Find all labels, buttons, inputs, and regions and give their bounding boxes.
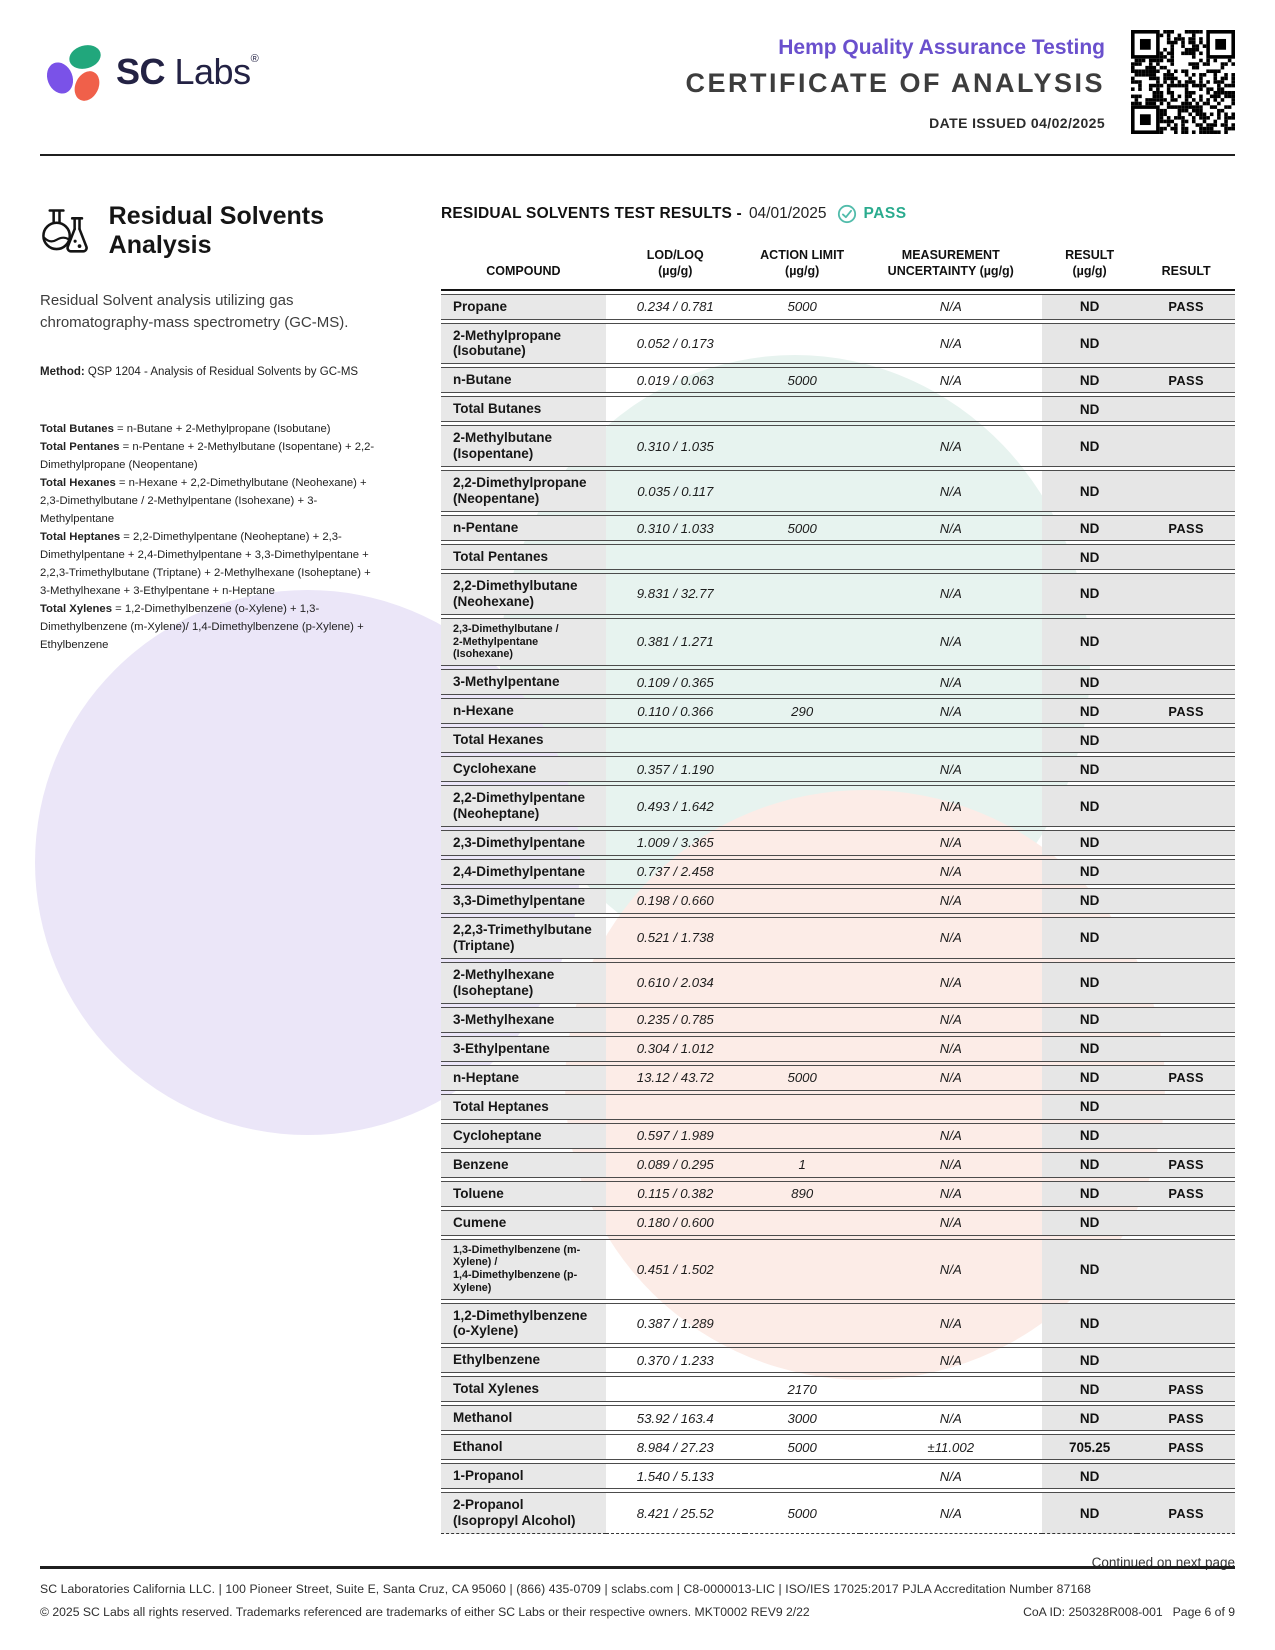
result-status-cell xyxy=(1137,396,1235,422)
action-limit-cell: 290 xyxy=(745,698,860,724)
result-value-cell: ND xyxy=(1042,859,1137,885)
result-status-cell xyxy=(1137,917,1235,959)
action-limit-cell xyxy=(745,396,860,422)
lod-loq-cell xyxy=(606,396,745,422)
qr-code xyxy=(1131,26,1235,138)
table-row xyxy=(441,1181,1235,1207)
table-row xyxy=(441,1036,1235,1062)
table-row xyxy=(441,669,1235,695)
result-status-cell xyxy=(1137,830,1235,856)
uncertainty-cell: N/A xyxy=(860,1036,1042,1062)
uncertainty-cell: N/A xyxy=(860,515,1042,541)
table-row xyxy=(441,756,1235,782)
action-limit-cell: 5000 xyxy=(745,1434,860,1460)
action-limit-cell xyxy=(745,1036,860,1062)
table-row xyxy=(441,962,1235,1004)
compound-cell: 2,2-Dimethylpropane (Neopentane) xyxy=(441,470,606,512)
result-status-cell xyxy=(1137,1303,1235,1345)
lod-loq-cell: 0.198 / 0.660 xyxy=(606,888,745,914)
result-value-cell: ND xyxy=(1042,1405,1137,1431)
results-date: 04/01/2025 xyxy=(748,205,827,222)
result-value-cell: ND xyxy=(1042,1210,1137,1236)
doc-subtitle: Hemp Quality Assurance Testing xyxy=(778,36,1105,59)
result-value-cell: ND xyxy=(1042,1303,1137,1345)
table-header-row xyxy=(441,247,1235,291)
column-header: ACTION LIMIT (µg/g) xyxy=(745,247,860,291)
uncertainty-cell: N/A xyxy=(860,859,1042,885)
table-row xyxy=(441,425,1235,467)
lod-loq-cell: 1.540 / 5.133 xyxy=(606,1463,745,1489)
table-row xyxy=(441,1152,1235,1178)
compound-cell: 2-Methylhexane (Isoheptane) xyxy=(441,962,606,1004)
overall-status-badge: PASS xyxy=(863,205,907,222)
compound-cell: Total Heptanes xyxy=(441,1094,606,1120)
uncertainty-cell: N/A xyxy=(860,1492,1042,1534)
action-limit-cell xyxy=(745,618,860,666)
table-row xyxy=(441,830,1235,856)
action-limit-cell xyxy=(745,470,860,512)
lod-loq-cell: 53.92 / 163.4 xyxy=(606,1405,745,1431)
results-title: RESIDUAL SOLVENTS TEST RESULTS - xyxy=(441,205,742,222)
result-status-cell xyxy=(1137,1463,1235,1489)
lod-loq-cell xyxy=(606,1094,745,1120)
lod-loq-cell xyxy=(606,544,745,570)
result-value-cell: ND xyxy=(1042,1123,1137,1149)
lod-loq-cell: 0.310 / 1.033 xyxy=(606,515,745,541)
result-value-cell: ND xyxy=(1042,573,1137,615)
lod-loq-cell: 8.984 / 27.23 xyxy=(606,1434,745,1460)
uncertainty-cell: N/A xyxy=(860,1405,1042,1431)
result-value-cell: ND xyxy=(1042,1065,1137,1091)
uncertainty-cell: N/A xyxy=(860,785,1042,827)
uncertainty-cell: N/A xyxy=(860,1181,1042,1207)
action-limit-cell: 5000 xyxy=(745,294,860,320)
compound-cell: Ethanol xyxy=(441,1434,606,1460)
uncertainty-cell: N/A xyxy=(860,425,1042,467)
action-limit-cell: 5000 xyxy=(745,1492,860,1534)
lod-loq-cell: 0.387 / 1.289 xyxy=(606,1303,745,1345)
uncertainty-cell xyxy=(860,1376,1042,1402)
action-limit-cell xyxy=(745,888,860,914)
result-value-cell: ND xyxy=(1042,727,1137,753)
result-value-cell: ND xyxy=(1042,1152,1137,1178)
result-value-cell: ND xyxy=(1042,1463,1137,1489)
uncertainty-cell: N/A xyxy=(860,294,1042,320)
action-limit-cell xyxy=(745,1007,860,1033)
uncertainty-cell xyxy=(860,544,1042,570)
compound-cell: Total Hexanes xyxy=(441,727,606,753)
definition-item: Total Heptanes = 2,2-Dimethylpentane (Neoheptane) + 2,3-Dimethylpentane + 2,4-Dimethylpentane + 3,3-Dimethylpentane + 2,2,3-Trimethylbutane (Triptane) + 2-Methylhexane (Isoheptane) + 3-Methylhexane + 3-Ethylpentane + n-Heptane xyxy=(40,530,371,598)
lod-loq-cell: 0.019 / 0.063 xyxy=(606,367,745,393)
continued-note: Continued on next page xyxy=(1091,1555,1235,1571)
result-value-cell: ND xyxy=(1042,294,1137,320)
result-value-cell: ND xyxy=(1042,1376,1137,1402)
lod-loq-cell: 0.052 / 0.173 xyxy=(606,323,745,365)
compound-cell: 2,3-Dimethylbutane / 2-Methylpentane (Isohexane) xyxy=(441,618,606,666)
uncertainty-cell xyxy=(860,727,1042,753)
action-limit-cell xyxy=(745,917,860,959)
result-value-cell: ND xyxy=(1042,917,1137,959)
lod-loq-cell: 0.109 / 0.365 xyxy=(606,669,745,695)
uncertainty-cell: N/A xyxy=(860,669,1042,695)
result-status-cell: PASS xyxy=(1137,367,1235,393)
lod-loq-cell: 0.521 / 1.738 xyxy=(606,917,745,959)
table-row xyxy=(441,1303,1235,1345)
action-limit-cell xyxy=(745,1303,860,1345)
doc-title: CERTIFICATE OF ANALYSIS xyxy=(685,68,1105,98)
compound-cell: 2,4-Dimethylpentane xyxy=(441,859,606,885)
result-status-cell xyxy=(1137,618,1235,666)
result-value-cell: ND xyxy=(1042,1492,1137,1534)
logo-petals-icon xyxy=(40,40,104,104)
compound-cell: 1-Propanol xyxy=(441,1463,606,1489)
action-limit-cell xyxy=(745,1463,860,1489)
result-value-cell: ND xyxy=(1042,323,1137,365)
footer-ids xyxy=(1013,1605,1235,1619)
result-status-cell xyxy=(1137,888,1235,914)
compound-cell: Total Pentanes xyxy=(441,544,606,570)
lod-loq-cell: 0.493 / 1.642 xyxy=(606,785,745,827)
compound-cell: 3-Ethylpentane xyxy=(441,1036,606,1062)
results-table-body xyxy=(441,294,1235,1535)
result-status-cell: PASS xyxy=(1137,1405,1235,1431)
table-row xyxy=(441,1210,1235,1236)
method-line xyxy=(40,366,425,378)
page-footer xyxy=(40,1566,1235,1619)
page-header xyxy=(0,0,1275,138)
lod-loq-cell: 0.610 / 2.034 xyxy=(606,962,745,1004)
compound-cell: n-Hexane xyxy=(441,698,606,724)
result-value-cell: ND xyxy=(1042,1347,1137,1373)
table-row xyxy=(441,727,1235,753)
action-limit-cell xyxy=(745,1094,860,1120)
table-row xyxy=(441,1463,1235,1489)
uncertainty-cell: ±11.002 xyxy=(860,1434,1042,1460)
action-limit-cell: 2170 xyxy=(745,1376,860,1402)
table-row xyxy=(441,1094,1235,1120)
result-status-cell xyxy=(1137,544,1235,570)
lod-loq-cell: 0.310 / 1.035 xyxy=(606,425,745,467)
definition-item: Total Xylenes = 1,2-Dimethylbenzene (o-Xylene) + 1,3-Dimethylbenzene (m-Xylene)/ 1,4-Dimethylbenzene (p-Xylene) + Ethylbenzene xyxy=(40,603,364,652)
compound-cell: n-Pentane xyxy=(441,515,606,541)
compound-cell: Toluene xyxy=(441,1181,606,1207)
brand-wordmark xyxy=(116,51,258,93)
analysis-sidebar xyxy=(40,202,425,1570)
action-limit-cell xyxy=(745,1210,860,1236)
action-limit-cell: 5000 xyxy=(745,367,860,393)
uncertainty-cell: N/A xyxy=(860,917,1042,959)
result-status-cell xyxy=(1137,573,1235,615)
compound-cell: Total Xylenes xyxy=(441,1376,606,1402)
definition-item: Total Butanes = n-Butane + 2-Methylpropane (Isobutane) xyxy=(40,422,331,435)
uncertainty-cell: N/A xyxy=(860,1210,1042,1236)
result-status-cell xyxy=(1137,1007,1235,1033)
result-value-cell: 705.25 xyxy=(1042,1434,1137,1460)
results-section xyxy=(441,202,1235,1570)
result-status-cell xyxy=(1137,1094,1235,1120)
definition-item: Total Pentanes = n-Pentane + 2-Methylbutane (Isopentane) + 2,2-Dimethylpropane (Neopentane) xyxy=(40,440,375,471)
action-limit-cell xyxy=(745,785,860,827)
result-status-cell: PASS xyxy=(1137,294,1235,320)
table-row xyxy=(441,515,1235,541)
table-row xyxy=(441,785,1235,827)
table-row xyxy=(441,323,1235,365)
result-value-cell: ND xyxy=(1042,669,1137,695)
action-limit-cell: 890 xyxy=(745,1181,860,1207)
table-row xyxy=(441,917,1235,959)
uncertainty-cell: N/A xyxy=(860,1239,1042,1300)
uncertainty-cell: N/A xyxy=(860,573,1042,615)
method-text: QSP 1204 - Analysis of Residual Solvents by GC-MS xyxy=(84,365,359,378)
action-limit-cell xyxy=(745,1239,860,1300)
registered-mark: ® xyxy=(250,53,259,65)
uncertainty-cell: N/A xyxy=(860,830,1042,856)
lod-loq-cell: 0.234 / 0.781 xyxy=(606,294,745,320)
table-row xyxy=(441,1239,1235,1300)
result-status-cell xyxy=(1137,1123,1235,1149)
result-status-cell: PASS xyxy=(1137,1152,1235,1178)
uncertainty-cell: N/A xyxy=(860,618,1042,666)
table-row xyxy=(441,367,1235,393)
check-circle-icon xyxy=(837,204,857,224)
table-row xyxy=(441,1405,1235,1431)
compound-cell: Total Butanes xyxy=(441,396,606,422)
lod-loq-cell: 0.089 / 0.295 xyxy=(606,1152,745,1178)
lod-loq-cell: 0.451 / 1.502 xyxy=(606,1239,745,1300)
table-row xyxy=(441,1065,1235,1091)
action-limit-cell: 1 xyxy=(745,1152,860,1178)
table-row xyxy=(441,888,1235,914)
result-status-cell xyxy=(1137,425,1235,467)
flasks-icon xyxy=(40,205,95,257)
lod-loq-cell: 0.737 / 2.458 xyxy=(606,859,745,885)
compound-cell: 3,3-Dimethylpentane xyxy=(441,888,606,914)
result-status-cell xyxy=(1137,1239,1235,1300)
column-header: COMPOUND xyxy=(441,247,606,291)
table-row xyxy=(441,1492,1235,1534)
compound-cell: 2-Methylbutane (Isopentane) xyxy=(441,425,606,467)
result-status-cell xyxy=(1137,962,1235,1004)
table-row xyxy=(441,573,1235,615)
compound-cell: Propane xyxy=(441,294,606,320)
footer-lab-info: SC Laboratories California LLC. | 100 Pioneer Street, Suite E, Santa Cruz, CA 95060 | (866) 435-0709 | sclabs.com | C8-0000013-LIC | ISO/IES 17025:2017 PJLA Accreditation Number 87168 xyxy=(40,1582,1092,1596)
compound-cell: 3-Methylpentane xyxy=(441,669,606,695)
action-limit-cell: 5000 xyxy=(745,515,860,541)
sc-labs-logo xyxy=(40,40,258,104)
table-row xyxy=(441,470,1235,512)
result-status-cell xyxy=(1137,785,1235,827)
column-header: RESULT xyxy=(1137,247,1235,291)
compound-cell: n-Heptane xyxy=(441,1065,606,1091)
result-status-cell xyxy=(1137,1347,1235,1373)
compound-cell: 1,3-Dimethylbenzene (m-Xylene) / 1,4-Dimethylbenzene (p-Xylene) xyxy=(441,1239,606,1300)
uncertainty-cell: N/A xyxy=(860,962,1042,1004)
compound-cell: Cumene xyxy=(441,1210,606,1236)
lod-loq-cell: 8.421 / 25.52 xyxy=(606,1492,745,1534)
result-value-cell: ND xyxy=(1042,888,1137,914)
table-row xyxy=(441,1376,1235,1402)
lod-loq-cell: 0.304 / 1.012 xyxy=(606,1036,745,1062)
uncertainty-cell: N/A xyxy=(860,698,1042,724)
analysis-description: Residual Solvent analysis utilizing gas chromatography-mass spectrometry (GC-MS). xyxy=(40,292,349,331)
compound-cell: Ethylbenzene xyxy=(441,1347,606,1373)
compound-cell: 2-Propanol (Isopropyl Alcohol) xyxy=(441,1492,606,1534)
result-status-cell: PASS xyxy=(1137,1492,1235,1534)
uncertainty-cell: N/A xyxy=(860,756,1042,782)
action-limit-cell xyxy=(745,1123,860,1149)
uncertainty-cell: N/A xyxy=(860,1463,1042,1489)
table-row xyxy=(441,1347,1235,1373)
table-row xyxy=(441,396,1235,422)
uncertainty-cell: N/A xyxy=(860,1065,1042,1091)
brand-labs: Labs xyxy=(165,51,251,92)
lod-loq-cell: 0.180 / 0.600 xyxy=(606,1210,745,1236)
result-value-cell: ND xyxy=(1042,830,1137,856)
compound-cell: 2-Methylpropane (Isobutane) xyxy=(441,323,606,365)
result-status-cell xyxy=(1137,859,1235,885)
lod-loq-cell: 0.235 / 0.785 xyxy=(606,1007,745,1033)
lod-loq-cell: 0.357 / 1.190 xyxy=(606,756,745,782)
result-value-cell: ND xyxy=(1042,756,1137,782)
table-row xyxy=(441,294,1235,320)
result-value-cell: ND xyxy=(1042,396,1137,422)
lod-loq-cell: 13.12 / 43.72 xyxy=(606,1065,745,1091)
action-limit-cell xyxy=(745,859,860,885)
result-status-cell xyxy=(1137,1210,1235,1236)
result-value-cell: ND xyxy=(1042,1007,1137,1033)
footer-copyright: © 2025 SC Labs all rights reserved. Trademarks referenced are trademarks of either SC Labs or their respective owners. MKT0002 REV9 2/22 xyxy=(40,1605,810,1619)
result-status-cell: PASS xyxy=(1137,1181,1235,1207)
column-header: RESULT (µg/g) xyxy=(1042,247,1137,291)
lod-loq-cell xyxy=(606,727,745,753)
action-limit-cell xyxy=(745,962,860,1004)
result-status-cell xyxy=(1137,756,1235,782)
table-row xyxy=(441,618,1235,666)
result-status-cell xyxy=(1137,470,1235,512)
results-title-row xyxy=(441,204,1235,224)
definition-item: Total Hexanes = n-Hexane + 2,2-Dimethylbutane (Neohexane) + 2,3-Dimethylbutane / 2-Methylpentane (Isohexane) + 3-Methylpentane xyxy=(40,476,367,525)
lod-loq-cell: 0.597 / 1.989 xyxy=(606,1123,745,1149)
result-status-cell: PASS xyxy=(1137,515,1235,541)
definitions xyxy=(40,420,375,655)
result-value-cell: ND xyxy=(1042,470,1137,512)
analysis-title: Residual Solvents Analysis xyxy=(108,202,324,259)
result-value-cell: ND xyxy=(1042,1239,1137,1300)
brand-sc: SC xyxy=(116,51,166,92)
result-value-cell: ND xyxy=(1042,425,1137,467)
result-status-cell: PASS xyxy=(1137,698,1235,724)
compound-cell: 1,2-Dimethylbenzene (o-Xylene) xyxy=(441,1303,606,1345)
result-status-cell xyxy=(1137,323,1235,365)
compound-cell: n-Butane xyxy=(441,367,606,393)
compound-cell: Methanol xyxy=(441,1405,606,1431)
result-value-cell: ND xyxy=(1042,1036,1137,1062)
compound-cell: 2,2,3-Trimethylbutane (Triptane) xyxy=(441,917,606,959)
lod-loq-cell: 0.115 / 0.382 xyxy=(606,1181,745,1207)
table-row xyxy=(441,544,1235,570)
uncertainty-cell: N/A xyxy=(860,470,1042,512)
method-label: Method: xyxy=(40,365,85,378)
uncertainty-cell: N/A xyxy=(860,367,1042,393)
result-value-cell: ND xyxy=(1042,367,1137,393)
table-row xyxy=(441,698,1235,724)
uncertainty-cell: N/A xyxy=(860,1123,1042,1149)
column-header: LOD/LOQ (µg/g) xyxy=(606,247,745,291)
result-status-cell: PASS xyxy=(1137,1065,1235,1091)
lod-loq-cell xyxy=(606,1376,745,1402)
lod-loq-cell: 9.831 / 32.77 xyxy=(606,573,745,615)
uncertainty-cell xyxy=(860,1094,1042,1120)
result-value-cell: ND xyxy=(1042,1094,1137,1120)
action-limit-cell xyxy=(745,727,860,753)
uncertainty-cell: N/A xyxy=(860,323,1042,365)
action-limit-cell xyxy=(745,830,860,856)
action-limit-cell: 5000 xyxy=(745,1065,860,1091)
lod-loq-cell: 0.035 / 0.117 xyxy=(606,470,745,512)
uncertainty-cell: N/A xyxy=(860,1347,1042,1373)
result-value-cell: ND xyxy=(1042,618,1137,666)
action-limit-cell xyxy=(745,425,860,467)
result-status-cell: PASS xyxy=(1137,1376,1235,1402)
column-header: MEASUREMENT UNCERTAINTY (µg/g) xyxy=(860,247,1042,291)
lod-loq-cell: 0.370 / 1.233 xyxy=(606,1347,745,1373)
compound-cell: 2,2-Dimethylpentane (Neoheptane) xyxy=(441,785,606,827)
uncertainty-cell: N/A xyxy=(860,1152,1042,1178)
result-value-cell: ND xyxy=(1042,785,1137,827)
results-table xyxy=(441,244,1235,1537)
table-row xyxy=(441,1434,1235,1460)
action-limit-cell xyxy=(745,756,860,782)
result-status-cell: PASS xyxy=(1137,1434,1235,1460)
lod-loq-cell: 0.381 / 1.271 xyxy=(606,618,745,666)
compound-cell: Cycloheptane xyxy=(441,1123,606,1149)
result-value-cell: ND xyxy=(1042,698,1137,724)
table-row xyxy=(441,859,1235,885)
uncertainty-cell xyxy=(860,396,1042,422)
coa-id: CoA ID: 250328R008-001 xyxy=(1023,1605,1163,1619)
lod-loq-cell: 1.009 / 3.365 xyxy=(606,830,745,856)
result-value-cell: ND xyxy=(1042,515,1137,541)
action-limit-cell xyxy=(745,544,860,570)
compound-cell: 2,3-Dimethylpentane xyxy=(441,830,606,856)
page-number: Page 6 of 9 xyxy=(1172,1605,1235,1619)
uncertainty-cell: N/A xyxy=(860,1303,1042,1345)
table-row xyxy=(441,1123,1235,1149)
result-status-cell xyxy=(1137,1036,1235,1062)
lod-loq-cell: 0.110 / 0.366 xyxy=(606,698,745,724)
action-limit-cell: 3000 xyxy=(745,1405,860,1431)
compound-cell: 3-Methylhexane xyxy=(441,1007,606,1033)
compound-cell: 2,2-Dimethylbutane (Neohexane) xyxy=(441,573,606,615)
result-status-cell xyxy=(1137,727,1235,753)
result-value-cell: ND xyxy=(1042,962,1137,1004)
result-value-cell: ND xyxy=(1042,1181,1137,1207)
action-limit-cell xyxy=(745,573,860,615)
uncertainty-cell: N/A xyxy=(860,888,1042,914)
result-status-cell xyxy=(1137,669,1235,695)
action-limit-cell xyxy=(745,1347,860,1373)
compound-cell: Cyclohexane xyxy=(441,756,606,782)
table-row xyxy=(441,1007,1235,1033)
action-limit-cell xyxy=(745,669,860,695)
result-value-cell: ND xyxy=(1042,544,1137,570)
uncertainty-cell: N/A xyxy=(860,1007,1042,1033)
date-issued: DATE ISSUED 04/02/2025 xyxy=(929,115,1105,131)
compound-cell: Benzene xyxy=(441,1152,606,1178)
action-limit-cell xyxy=(745,323,860,365)
